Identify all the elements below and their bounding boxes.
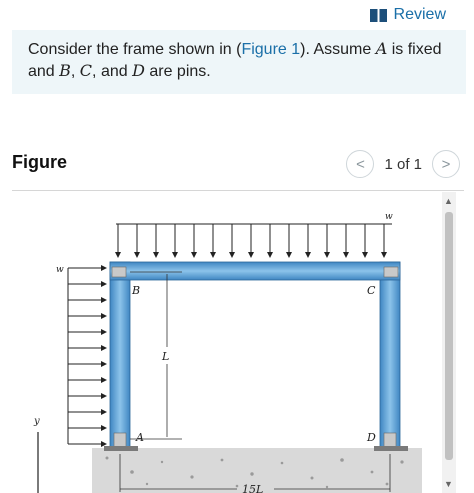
prev-figure-button[interactable] xyxy=(346,150,374,178)
divider xyxy=(12,190,464,191)
chevron-left-icon: < xyxy=(356,155,365,173)
label-y: y xyxy=(34,416,40,427)
beam-bc xyxy=(110,262,400,280)
figure-scrollbar[interactable] xyxy=(442,192,456,493)
label-a: A xyxy=(136,431,144,444)
scroll-down-icon[interactable]: ▼ xyxy=(444,479,453,489)
top-distributed-load xyxy=(116,224,392,257)
label-b: B xyxy=(132,284,141,297)
column-ab xyxy=(110,262,130,448)
figure-count: 1 of 1 xyxy=(384,155,422,173)
frame-diagram xyxy=(12,192,440,493)
review-link[interactable] xyxy=(370,6,446,24)
pin-c xyxy=(384,267,398,277)
figure-pager xyxy=(346,150,460,178)
left-distributed-load xyxy=(68,268,106,444)
figure-title: Figure xyxy=(12,152,68,172)
review-bar xyxy=(0,0,474,30)
base-a xyxy=(104,446,138,451)
chevron-right-icon: > xyxy=(441,155,451,173)
problem-statement xyxy=(12,30,466,94)
label-l: L xyxy=(162,350,170,363)
scroll-up-icon[interactable]: ▲ xyxy=(444,196,453,206)
problem-text: Consider the frame shown in (Figure 1). Assume A is fixed and B, C, and D are pins. xyxy=(28,39,442,80)
pin-b xyxy=(112,267,126,277)
base-d xyxy=(374,446,408,451)
review-label: Review xyxy=(393,6,446,23)
label-d: D xyxy=(367,431,376,444)
next-figure-button[interactable] xyxy=(432,150,460,178)
column-cd xyxy=(380,262,400,448)
label-w-left: w xyxy=(56,265,64,275)
support-a xyxy=(114,433,126,447)
height-dimension xyxy=(130,272,182,439)
book-icon xyxy=(370,9,387,22)
figure-link[interactable]: Figure 1 xyxy=(241,41,301,58)
support-d xyxy=(384,433,396,447)
label-w-top: w xyxy=(385,212,393,222)
label-c: C xyxy=(367,284,376,297)
figure-image xyxy=(12,192,440,493)
scroll-thumb[interactable] xyxy=(445,212,453,460)
label-span: 15L xyxy=(242,483,264,493)
